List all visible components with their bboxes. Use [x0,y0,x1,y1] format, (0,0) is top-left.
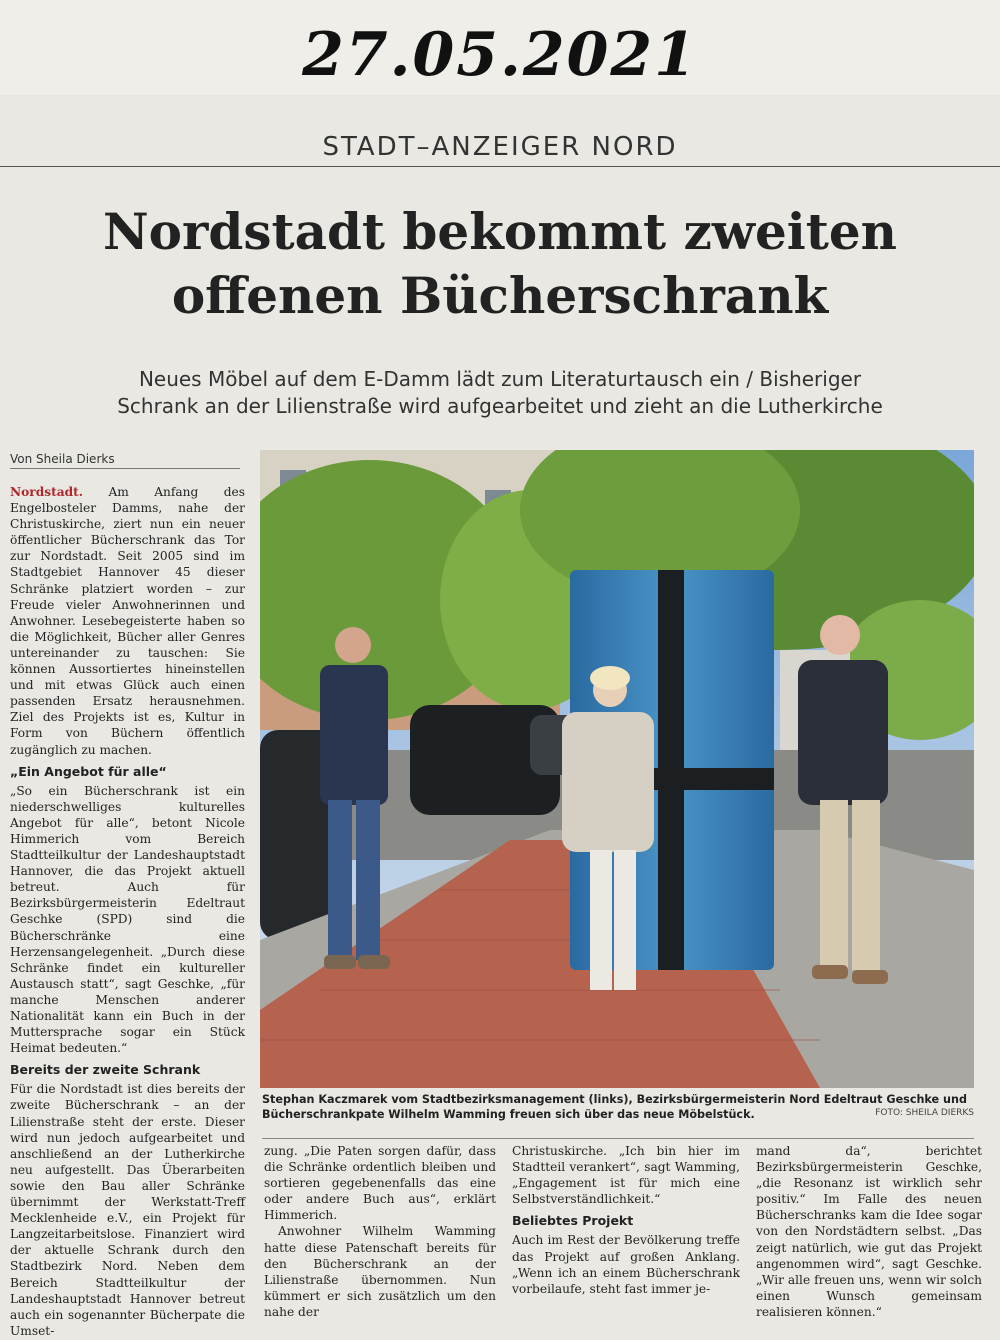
paragraph: mand da“, berichtet Bezirksbürgermeisterin Geschke, „die Resonanz ist wirklich sehr positiv.“ Im Falle des neuen Bücherschranks kam die Idee sogar von den Nordstädtern selbst. „Das zeigt natürlich, wie gut das Projekt angenommen wird“, sagt Geschke. „Wir alle freuen uns, wenn wir solch einen Wunsch gemeinsam realisieren können.“ [756,1144,982,1319]
article-column-3 [512,1143,740,1297]
subheading: Bereits der zweite Schrank [10,1062,201,1078]
article-column-1 [10,484,245,1339]
subheadline-line-2: Schrank an der Lilienstraße wird aufgearbeitet und zieht an die Lutherkirche [117,394,883,418]
date-stamp: 27.05.2021 [302,20,698,90]
article-photo [260,450,974,1088]
subheadline-line-1: Neues Möbel auf dem E-Damm lädt zum Literaturtausch ein / Bisheriger [138,367,862,391]
photo-caption: Stephan Kaczmarek vom Stadtbezirksmanagement (links), Bezirksbürgermeisterin Nord Edeltraut Geschke und Bücherschrankpate Wilhelm Wamming freuen sich über das neue Möbelstück. [262,1093,967,1121]
paragraph [10,484,245,758]
article-column-4 [756,1143,982,1320]
section-title: STADT–ANZEIGER NORD [322,132,678,162]
paragraph: Anwohner Wilhelm Wamming hatte diese Patenschaft bereits für den Bücherschrank an der Lilienstraße übernommen. Nun kümmert er sich zusätzlich um den nahe der [264,1224,496,1319]
paragraph: Christuskirche. „Ich bin hier im Stadtteil verankert“, sagt Wamming, „Engagement ist für mich eine Selbstverständlichkeit.“ [512,1144,740,1207]
headline-line-2: offenen Bücherschrank [171,266,829,325]
headline-line-1: Nordstadt bekommt zweiten [102,202,898,261]
subheading: „Ein Angebot für alle“ [10,763,167,779]
photo-illustration [260,450,974,1088]
paragraph: Auch im Rest der Bevölkerung treffe das Projekt auf großen Anklang. „Wenn ich an einem Bücherschrank vorbeilaufe, steht fast immer je- [512,1233,740,1296]
paragraph: Für die Nordstadt ist dies bereits der zweite Bücherschrank – an der Lilienstraße steht der erste. Dieser wird nun jedoch aufgearbeitet und anschließend an der Lutherkirche neu aufgestellt. Das Überarbeiten sowie den Bau aller Schränke übernimmt der Werkstatt-Treff Mecklenheide e.V., ein Projekt für Langzeitarbeitslose. Finanziert wird der aktuelle Schrank durch den Stadtbezirk Nord. Neben dem Bereich Stadtteilkultur der Landeshauptstadt Hannover betreut auch ein sogenannter Bücherpate die Umset- [10,1082,245,1338]
byline: Von Sheila Dierks [10,452,240,469]
section-rule [0,166,1000,167]
subheadline [20,366,980,420]
paragraph: „So ein Bücherschrank ist ein niederschwelliges kulturelles Angebot für alle“, betont Nicole Himmerich vom Bereich Stadtteilkultur der Landeshauptstadt Hannover, die das Projekt aktuell betreut. Auch für Bezirksbürgermeisterin Edeltraut Geschke (SPD) sind die Bücherschränke eine Herzensangelegenheit. „Durch diese Schränke findet ein kultureller Austausch statt“, sagt Geschke, „für manche Menschen anderer Nationalität kann ein Buch in der Muttersprache sogar ein Stück Heimat bedeuten.“ [10,783,245,1056]
headline [20,200,980,328]
paragraph-text: Am Anfang des Engelbosteler Damms, nahe der Christuskirche, ziert nun ein neuer öffentlicher Bücherschrank das Tor zur Nordstadt. Seit 2005 sind im Stadtgebiet Hannover 45 dieser Schränke platziert worden – zur Freude vieler Anwohnerinnen und Anwohner. Lesebegeisterte haben so die Möglichkeit, Bücher aller Genres untereinander zu tauschen: Sie können Aussortiertes hineinstellen und mit etwas Glück auch einen passenden Ersatz herausnehmen. Ziel des Projekts ist es, Kultur in Form von Büchern öffentlich zugänglich zu machen. [10,485,245,757]
subheading: Beliebtes Projekt [512,1213,634,1229]
article-column-2 [264,1143,496,1320]
photo-credit: FOTO: SHEILA DIERKS [875,1108,974,1118]
caption-rule [262,1138,974,1139]
lead-word: Nordstadt. [10,485,83,499]
paragraph: zung. „Die Paten sorgen dafür, dass die Schränke ordentlich bleiben und sortieren gegebenenfalls das eine oder andere Buch aus“, erklärt Himmerich. [264,1144,496,1223]
